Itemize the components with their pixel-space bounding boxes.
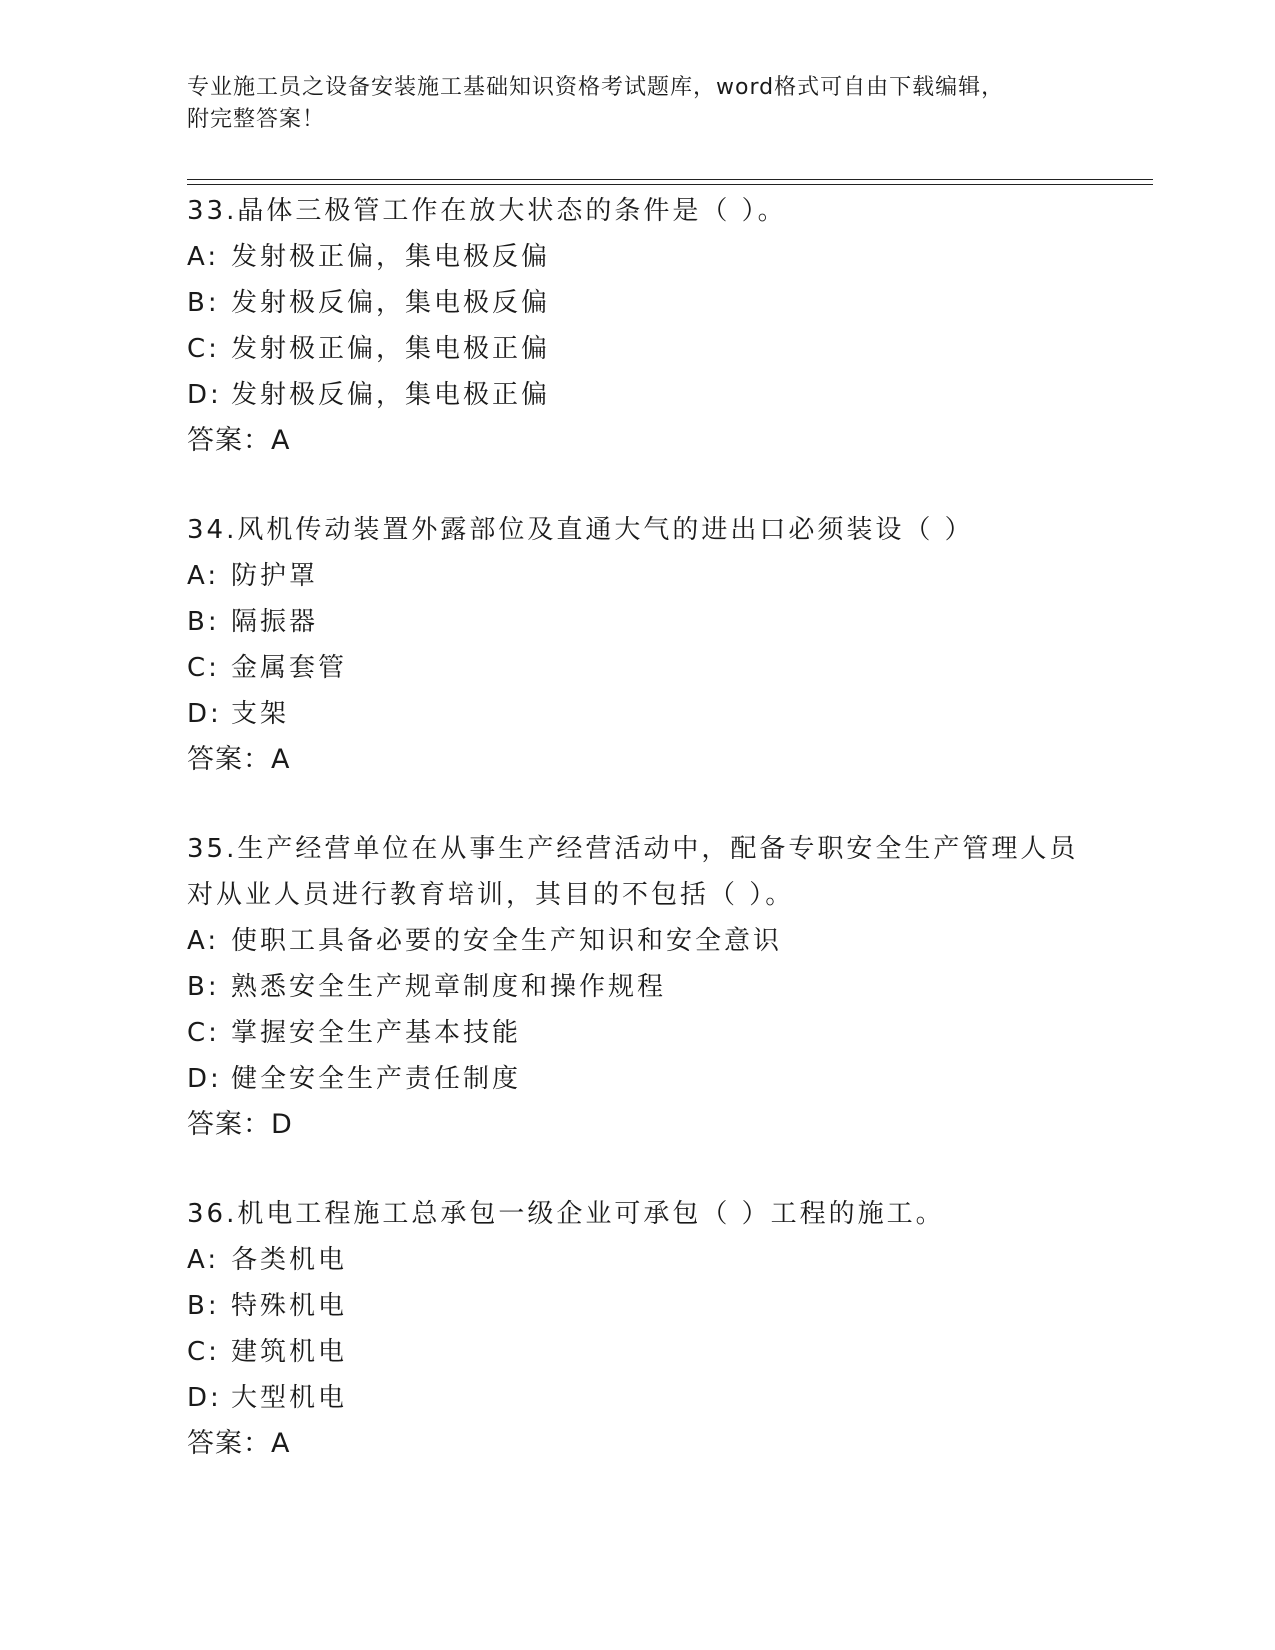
question-36 [187,1191,1087,1467]
header-divider-top [187,179,1153,180]
document-header [187,72,1087,136]
option-text: 使职工具备必要的安全生产知识和安全意识 [231,926,783,956]
option-text: 各类机电 [231,1245,348,1275]
answer-line: 答案：D [187,1109,293,1140]
answer-line: 答案：A [187,425,291,456]
question-stem: 33.晶体三极管工作在放大状态的条件是（ ）。 [187,196,787,226]
question-stem: 35.生产经营单位在从事生产经营活动中，配备专职安全生产管理人员 [187,834,1079,864]
option-text: 发射极反偏，集电极正偏 [231,380,551,410]
option-letter: D: [187,1064,222,1094]
question-34 [187,507,1087,783]
option-b [187,599,1087,645]
option-a [187,1237,1087,1283]
option-text: 防护罩 [231,561,319,591]
option-letter: A: [187,561,220,591]
option-letter: C: [187,653,220,683]
option-c [187,1329,1087,1375]
option-text: 健全安全生产责任制度 [231,1064,522,1094]
option-c [187,1010,1087,1056]
option-text: 特殊机电 [231,1291,348,1321]
option-text: 隔振器 [231,607,319,637]
option-c [187,326,1087,372]
option-d [187,372,1087,418]
option-letter: B: [187,1291,220,1321]
option-letter: D: [187,1383,222,1413]
option-text: 发射极正偏，集电极反偏 [231,242,551,272]
option-text: 发射极反偏，集电极反偏 [231,288,551,318]
option-c [187,645,1087,691]
option-a [187,553,1087,599]
option-b [187,280,1087,326]
header-line: 专业施工员之设备安装施工基础知识资格考试题库，word格式可自由下载编辑， [187,75,1005,100]
option-letter: A: [187,242,220,272]
option-letter: A: [187,1245,220,1275]
option-d [187,1056,1087,1102]
option-letter: C: [187,1337,220,1367]
option-d [187,1375,1087,1421]
question-33 [187,188,1087,464]
question-stem: 36.机电工程施工总承包一级企业可承包（ ）工程的施工。 [187,1199,945,1229]
option-letter: A: [187,926,220,956]
header-line: 附完整答案！ [187,107,326,132]
option-text: 熟悉安全生产规章制度和操作规程 [231,972,667,1002]
option-letter: C: [187,1018,220,1048]
option-letter: B: [187,288,220,318]
option-text: 大型机电 [231,1383,348,1413]
answer-line: 答案：A [187,1428,291,1459]
question-stem: 34.风机传动装置外露部位及直通大气的进出口必须装设（ ） [187,515,974,545]
option-text: 金属套管 [231,653,348,683]
option-text: 建筑机电 [231,1337,348,1367]
option-letter: D: [187,699,222,729]
question-35 [187,826,1087,1148]
option-letter: B: [187,972,220,1002]
option-text: 支架 [231,699,290,729]
option-text: 掌握安全生产基本技能 [231,1018,522,1048]
option-d [187,691,1087,737]
option-a [187,234,1087,280]
answer-line: 答案：A [187,744,291,775]
option-letter: D: [187,380,222,410]
option-text: 发射极正偏，集电极正偏 [231,334,551,364]
option-b [187,1283,1087,1329]
header-divider-bottom [187,184,1153,185]
option-b [187,964,1087,1010]
option-letter: C: [187,334,220,364]
question-stem-continued: 对从业人员进行教育培训，其目的不包括（ ）。 [187,880,795,910]
option-letter: B: [187,607,220,637]
option-a [187,918,1087,964]
